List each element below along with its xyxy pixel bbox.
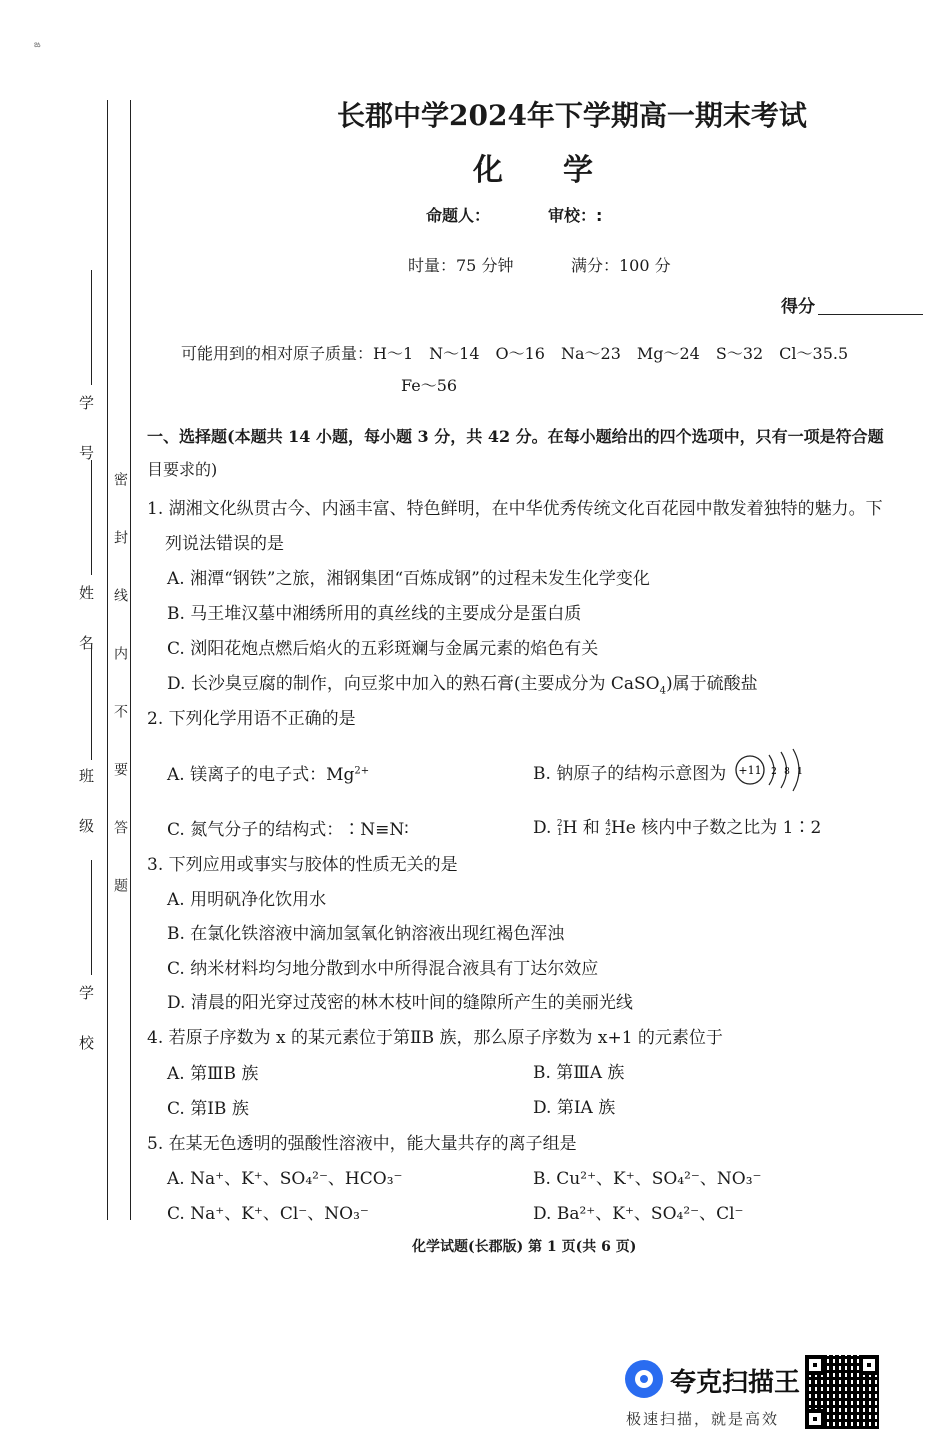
- student-id-label: 学 号: [77, 395, 95, 470]
- seal-text: 密 封 线 内 不 要 答 题: [112, 472, 128, 907]
- name-line: [91, 460, 92, 575]
- q2-d-h: H 和: [562, 818, 606, 838]
- q3-stem: 3. 下列应用或事实与胶体的性质无关的是: [147, 855, 458, 875]
- q4-option-a: A. 第ⅢB 族: [167, 1064, 259, 1084]
- q2-option-c: C. 氮气分子的结构式：∶N≡N∶: [167, 820, 409, 840]
- corner-mark: ఙ: [34, 40, 41, 50]
- section1-heading-cont: 目要求的): [147, 460, 218, 479]
- q3-option-d: D. 清晨的阳光穿过茂密的林木枝叶间的缝隙所产生的美丽光线: [167, 993, 633, 1013]
- q4-option-c: C. 第ⅠB 族: [167, 1099, 249, 1119]
- q2-stem: 2. 下列化学用语不正确的是: [147, 709, 356, 729]
- q5-option-c: C. Na⁺、K⁺、Cl⁻、NO₃⁻: [167, 1204, 369, 1224]
- q5-option-b: B. Cu²⁺、K⁺、SO₄²⁻、NO₃⁻: [533, 1169, 762, 1189]
- reviewer-label: 审校：:: [548, 206, 603, 225]
- section1-heading: 一、选择题(本题共 14 小题，每小题 3 分，共 42 分。在每小题给出的四个选项中，只有一项是符合题: [147, 427, 884, 446]
- q2-a-sup: 2+: [354, 765, 370, 777]
- school-line: [91, 860, 92, 975]
- time-label: 时量：75 分钟: [408, 256, 514, 275]
- binding-line-inner: [107, 100, 108, 1220]
- q2-option-b: B. 钠原子的结构示意图为: [533, 764, 727, 784]
- atomic-masses-line2: Fe～56: [401, 376, 458, 395]
- q4-option-b: B. 第ⅢA 族: [533, 1063, 625, 1083]
- q2-d-pre: D.: [533, 818, 557, 838]
- q1-option-a: A. 湘潭“钢铁”之旅，湘钢集团“百炼成钢”的过程未发生化学变化: [167, 569, 650, 589]
- q1-option-c: C. 浏阳花炮点燃后焰火的五彩斑斓与金属元素的焰色有关: [167, 639, 599, 659]
- q2-option-d: [533, 813, 821, 838]
- q4-option-d: D. 第ⅠA 族: [533, 1098, 616, 1118]
- q2-d-post: He 核内中子数之比为 1∶2: [610, 818, 822, 838]
- q2-d-h-mass: 2: [556, 818, 563, 829]
- shell-count-2: 8: [784, 767, 790, 777]
- exam-title: 长郡中学2024年下学期高一期末考试: [337, 99, 807, 132]
- q1-d-pre: D. 长沙臭豆腐的制作，向豆浆中加入的熟石膏(主要成分为 CaSO: [167, 674, 660, 694]
- school-label: 学 校: [77, 985, 95, 1060]
- q4-stem: 4. 若原子序数为 x 的某元素位于第ⅡB 族，那么原子序数为 x+1 的元素位于: [147, 1028, 723, 1048]
- setter-label: 命题人：: [426, 206, 491, 225]
- class-label: 班 级: [77, 768, 95, 843]
- subject-title: 化 学: [473, 153, 593, 188]
- q3-option-b: B. 在氯化铁溶液中滴加氢氧化钠溶液出现红褐色浑浊: [167, 924, 565, 944]
- q2-d-h-number: 1: [556, 827, 563, 838]
- shell-count-1: 2: [771, 767, 777, 777]
- q1-stem: 1. 湖湘文化纵贯古今、内涵丰富、特色鲜明，在中华优秀传统文化百花园中散发着独特的魅力。下: [147, 499, 883, 519]
- q5-stem: 5. 在某无色透明的强酸性溶液中，能大量共存的离子组是: [147, 1134, 577, 1154]
- atomic-masses-line1: 可能用到的相对原子质量：H～1 N～14 O～16 Na～23 Mg～24 S～32 Cl～35.5: [181, 344, 849, 363]
- got-score-label: 得分: [781, 297, 815, 317]
- q2-d-he-mass: 4: [605, 818, 611, 829]
- q5-option-d: D. Ba²⁺、K⁺、SO₄²⁻、Cl⁻: [533, 1204, 744, 1224]
- scanner-slogan: 极速扫描，就是高效: [626, 1410, 780, 1428]
- q1-option-d: [167, 669, 758, 696]
- name-label: 姓 名: [77, 585, 95, 660]
- nucleus-charge: +11: [738, 764, 762, 777]
- got-score-line: [818, 314, 923, 315]
- q1-stem-cont: 列说法错误的是: [165, 534, 284, 554]
- sodium-atom-diagram: [733, 747, 813, 793]
- student-id-line: [91, 270, 92, 385]
- page-footer: 化学试题(长郡版) 第 1 页(共 6 页): [412, 1239, 637, 1255]
- shell-count-3: 1: [797, 767, 803, 777]
- q3-option-c: C. 纳米材料均匀地分散到水中所得混合液具有丁达尔效应: [167, 959, 599, 979]
- scanner-logo-icon: [625, 1360, 663, 1398]
- qr-code-icon: [805, 1355, 879, 1429]
- binding-line-outer: [130, 100, 131, 1220]
- q5-option-a: A. Na⁺、K⁺、SO₄²⁻、HCO₃⁻: [167, 1169, 403, 1189]
- class-line: [91, 645, 92, 760]
- q1-option-b: B. 马王堆汉墓中湘绣所用的真丝线的主要成分是蛋白质: [167, 604, 582, 624]
- scanner-brand: 夸克扫描王: [670, 1368, 801, 1398]
- q3-option-a: A. 用明矾净化饮用水: [167, 890, 327, 910]
- q2-a-pre: A. 镁离子的电子式：Mg: [167, 765, 355, 785]
- q1-d-post: )属于硫酸盐: [665, 674, 758, 694]
- q2-d-he-number: 2: [605, 827, 611, 838]
- q1-d-sub: 4: [659, 685, 666, 697]
- score-label: 满分：100 分: [571, 256, 671, 275]
- q2-option-a: [167, 760, 369, 785]
